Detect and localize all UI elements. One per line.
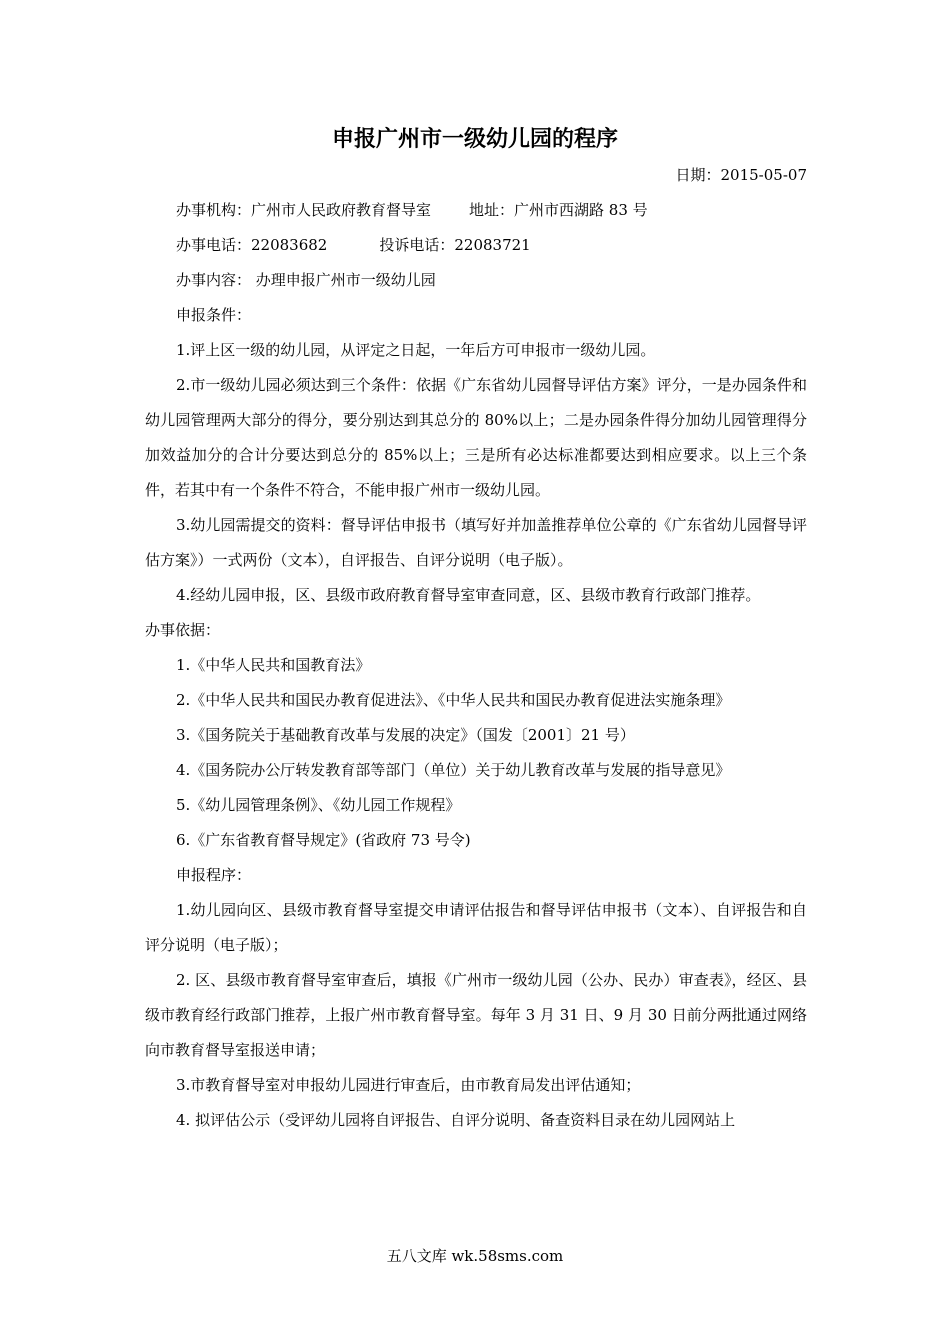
address-text: 地址：广州市西湖路 83 号	[469, 201, 648, 219]
conditions-heading: 申报条件：	[176, 306, 252, 324]
procedure-item: 1.幼儿园向区、县级市教育督导室提交申请评估报告和督导评估申报书（文本）、自评报告和自评分说明（电子版）；	[145, 901, 807, 954]
page-footer: 五八文库 wk.58sms.com	[386, 1247, 564, 1265]
basis-item: 2.《中华人民共和国民办教育促进法》、《中华人民共和国民办教育促进法实施条理》	[176, 691, 731, 709]
condition-item: 3.幼儿园需提交的资料：督导评估申报书（填写好并加盖推荐单位公章的《广东省幼儿园督导评估方案》）一式两份（文本），自评报告、自评分说明（电子版）。	[145, 516, 807, 569]
document-body	[145, 193, 807, 1138]
document-title: 申报广州市一级幼儿园的程序	[331, 127, 618, 152]
content-line: 办事内容： 办理申报广州市一级幼儿园	[176, 271, 436, 289]
basis-heading: 办事依据：	[145, 621, 221, 639]
phone-line	[145, 228, 807, 263]
procedure-heading: 申报程序：	[176, 866, 252, 884]
phone-text: 办事电话：22083682	[176, 236, 328, 254]
condition-item: 1.评上区一级的幼儿园，从评定之日起，一年后方可申报市一级幼儿园。	[176, 341, 656, 359]
basis-item: 4.《国务院办公厅转发教育部等部门（单位）关于幼儿教育改革与发展的指导意见》	[176, 761, 731, 779]
complaint-phone-text: 投诉电话：22083721	[379, 236, 531, 254]
procedure-item: 2. 区、县级市教育督导室审查后，填报《广州市一级幼儿园（公办、民办）审查表》，经区、县级市教育经行政部门推荐，上报广州市教育督导室。每年 3 月 31 日、9 月 30 日前分两批通过网络向市教育督导室报送申请；	[145, 971, 807, 1059]
procedure-item: 3.市教育督导室对申报幼儿园进行审查后，由市教育局发出评估通知；	[176, 1076, 641, 1094]
basis-item: 1.《中华人民共和国教育法》	[176, 656, 371, 674]
agency-text: 办事机构：广州市人民政府教育督导室	[176, 201, 432, 219]
procedure-item: 4. 拟评估公示（受评幼儿园将自评报告、自评分说明、备查资料目录在幼儿园网站上	[176, 1111, 736, 1129]
condition-item: 2.市一级幼儿园必须达到三个条件：依据《广东省幼儿园督导评估方案》评分，一是办园条件和幼儿园管理两大部分的得分，要分别达到其总分的 80%以上；二是办园条件得分加幼儿园管理得分加效益加分的合计分要达到总分的 85%以上；三是所有必达标准都要达到相应要求。以上三个条件，若其中有一个条件不符合，不能申报广州市一级幼儿园。	[145, 376, 807, 499]
document-date: 日期：2015-05-07	[675, 166, 807, 184]
agency-line	[145, 193, 807, 228]
basis-item: 5.《幼儿园管理条例》、《幼儿园工作规程》	[176, 796, 461, 814]
condition-item: 4.经幼儿园申报，区、县级市政府教育督导室审查同意，区、县级市教育行政部门推荐。	[176, 586, 761, 604]
basis-item: 3.《国务院关于基础教育改革与发展的决定》（国发〔2001〕21 号）	[176, 726, 635, 744]
basis-item: 6.《广东省教育督导规定》(省政府 73 号令)	[176, 831, 471, 849]
